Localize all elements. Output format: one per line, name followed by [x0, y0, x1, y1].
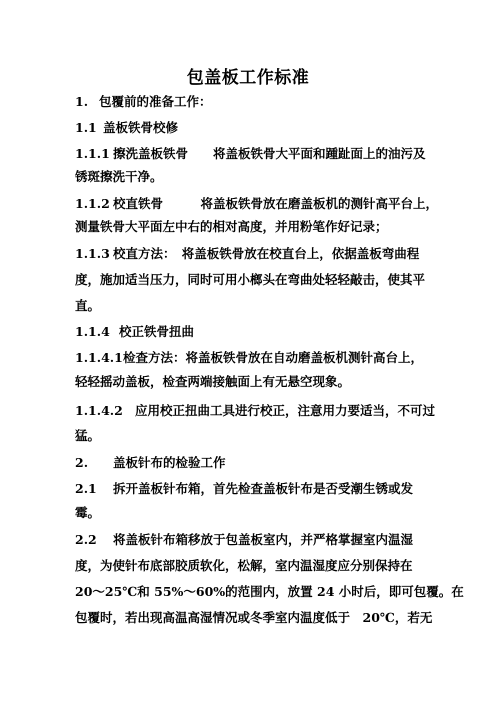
section-number: 2.2 [75, 532, 97, 547]
paragraph-line [75, 196, 439, 212]
section-number: 1.1.4.2 [75, 403, 123, 418]
section-number: 1.1.1 [75, 146, 110, 161]
page-title: 包盖板工作标准 [186, 68, 310, 88]
subsection-heading [75, 324, 425, 340]
paragraph-line [75, 219, 425, 235]
paragraph-text: 检查方法：将盖板铁骨放在自动磨盖板机测针高台上， [123, 350, 424, 365]
paragraph-line [75, 403, 436, 419]
paragraph-line [75, 532, 425, 548]
paragraph-line [75, 374, 425, 390]
section-number: 2. [75, 455, 89, 470]
section-number: 1.1.4.1 [75, 350, 123, 365]
paragraph-line [75, 584, 464, 600]
paragraph-line [75, 558, 425, 574]
section-number: 1.1.4 [75, 324, 110, 339]
paragraph-text: 霉。 [75, 505, 101, 520]
paragraph-line [75, 481, 425, 497]
paragraph-line [75, 610, 433, 626]
paragraph-text: 校直方法： 将盖板铁骨放在校直台上，依据盖板弯曲程 [113, 246, 420, 261]
section-number: 1.1 [75, 120, 97, 135]
paragraph-line [75, 350, 425, 366]
paragraph-text: 包覆时，若出现高温高湿情况或冬季室内温度低于 20℃，若无 [75, 610, 433, 625]
paragraph-text: 拆开盖板针布箱，首先检查盖板针布是否受潮生锈或发 [113, 481, 414, 496]
section-text: 包覆前的准备工作： [99, 94, 212, 109]
paragraph-text: 轻轻摇动盖板，检查两端接触面上有无悬空现象。 [75, 374, 351, 389]
section-number: 2.1 [75, 481, 97, 496]
paragraph-text: 应用校正扭曲工具进行校正，注意用力要适当，不可过 [135, 403, 436, 418]
paragraph-text: 测量铁骨大平面左中右的相对高度，并用粉笔作好记录； [75, 219, 388, 234]
section-number: 1.1.3 [75, 246, 110, 261]
section-text: 校正铁骨扭曲 [119, 324, 195, 339]
paragraph-line [75, 272, 425, 288]
section-text: 盖板针布的检验工作 [113, 455, 226, 470]
paragraph-line [75, 146, 425, 162]
paragraph-text: 将盖板针布箱移放于包盖板室内，并严格掌握室内温湿 [113, 532, 414, 547]
paragraph-text: 校直铁骨 将盖板铁骨放在磨盖板机的测针高平台上， [113, 196, 439, 211]
section-number: 1.1.2 [75, 196, 110, 211]
subsection-heading [75, 120, 425, 136]
paragraph-text: 擦洗盖板铁骨 将盖板铁骨大平面和踵趾面上的油污及 [113, 146, 426, 161]
paragraph-line [75, 298, 425, 314]
paragraph-text: 锈斑擦洗干净。 [75, 169, 163, 184]
section-heading [75, 94, 425, 110]
paragraph-line [75, 169, 425, 185]
paragraph-line [75, 428, 425, 444]
section-heading [75, 455, 425, 471]
paragraph-line [75, 246, 425, 262]
section-text: 盖板铁骨校修 [103, 120, 179, 135]
paragraph-text: 度，施加适当压力，同时可用小榔头在弯曲处轻轻敲击，使其平 [75, 272, 426, 287]
paragraph-text: 直。 [75, 298, 101, 313]
paragraph-text: 猛。 [75, 428, 101, 443]
paragraph-line [75, 505, 425, 521]
paragraph-text: 20～25℃和 55%～60%的范围内，放置 24 小时后，即可包覆。在 [75, 584, 464, 599]
section-number: 1. [75, 94, 89, 109]
paragraph-text: 度，为使针布底部胶质软化，松解，室内温湿度应分别保持在 [75, 558, 413, 573]
